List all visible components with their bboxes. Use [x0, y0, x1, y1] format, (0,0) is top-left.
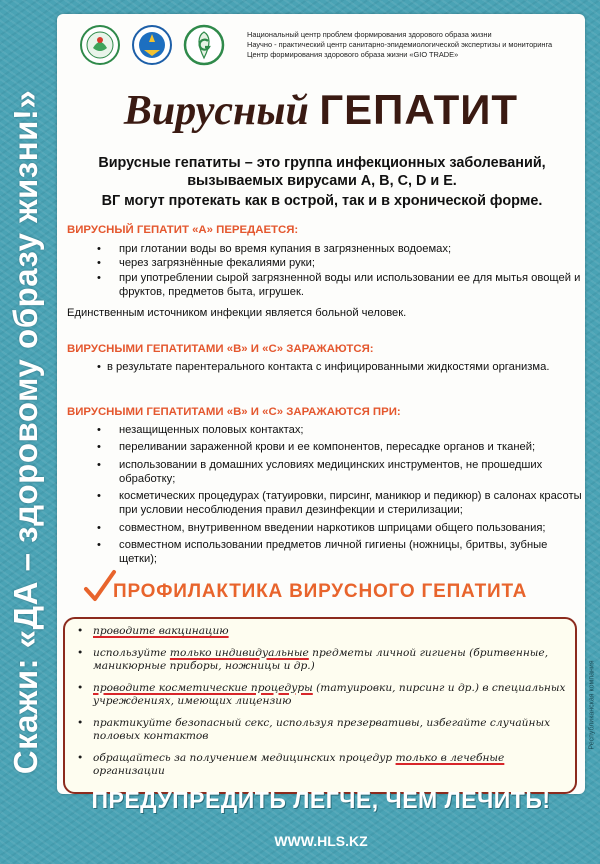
organizations-list [247, 30, 552, 60]
poster-panel [57, 14, 585, 794]
section-bc-risk-list [67, 423, 583, 567]
list-item: • проводите косметические процедуры (татуировки, пирсинг и др.) в специальных учреждениях, имеющих лицензию [73, 682, 569, 709]
list-item: • практикуйте безопасный секс, используя презервативы, избегайте случайных половых контактов [73, 717, 569, 744]
section-a-heading: ВИРУСНЫЙ ГЕПАТИТ «А» ПЕРЕДАЕТСЯ: [67, 224, 299, 236]
slogan: ПРЕДУПРЕДИТЬ ЛЕГЧЕ, ЧЕМ ЛЕЧИТЬ! [91, 787, 551, 813]
website-link[interactable]: WWW.HLS.KZ [274, 833, 368, 849]
organization-line: Национальный центр проблем формирования здорового образа жизни [247, 30, 492, 39]
section-bc-heading: ВИРУСНЫМИ ГЕПАТИТАМИ «В» И «С» ЗАРАЖАЮТСЯ: [67, 343, 374, 355]
page-title [57, 86, 585, 135]
gio-trade-logo-icon [183, 24, 225, 66]
intro-line: Вирусные гепатиты – это группа инфекционных заболеваний, [98, 155, 546, 171]
organization-line: Центр формирования здорового образа жизни «GIO TRADE» [247, 50, 459, 59]
section-bc-list [67, 360, 583, 374]
list-item: • при глотании воды во время купания в загрязненных водоемах; [67, 242, 583, 256]
list-item: • косметических процедурах (татуировки, пирсинг, маникюр и педикюр) в салонах красоты при условии несоблюдения правил дезинфекции и стерилизации; [67, 489, 583, 518]
list-item: • незащищенных половых контактах; [67, 423, 583, 437]
list-item: • переливании зараженной крови и ее компонентов, пересадке органов и тканей; [67, 440, 583, 454]
list-item: • используйте только индивидуальные предметы личной гигиены (бритвенные, маникюрные приборы, ножницы и др.) [73, 647, 569, 674]
section-a-list [67, 242, 583, 299]
list-item: • в результате парентерального контакта с инфицированными жидкостями организма. [67, 360, 583, 374]
intro-line: ВГ могут протекать как в острой, так и в хронической форме. [101, 193, 543, 209]
list-item: • при употреблении сырой загрязненной воды или использовании ее для мытья овощей и фруктов, предметов быта, игрушек. [67, 271, 583, 300]
list-item: • совместном использовании предметов личной гигиены (ножницы, бритвы, зубные щетки); [67, 538, 583, 567]
intro-line: вызываемых вирусами А, В, С, D и Е. [187, 173, 457, 189]
right-credit [586, 560, 598, 850]
sanitary-center-logo-icon [131, 24, 173, 66]
list-item: • обращайтесь за получением медицинских процедур только в лечебные организации [73, 752, 569, 779]
title-part-virus: Вирусный [123, 88, 320, 134]
title-part-hepatitis: ГЕПАТИТ [319, 86, 519, 133]
list-item: • через загрязнённые фекалиями руки; [67, 256, 583, 270]
checkmark-icon [83, 569, 117, 605]
organization-line: Научно - практический центр санитарно-эпидемиологической экспертизы и мониторинга [247, 40, 553, 49]
side-banner [0, 0, 52, 864]
list-item: • совместном, внутривенном введении наркотиков шприцами общего пользования; [67, 521, 583, 535]
list-item: • использовании в домашних условиях медицинских инструментов, не прошедших обработку; [67, 458, 583, 487]
prevention-heading: ПРОФИЛАКТИКА ВИРУСНОГО ГЕПАТИТА [113, 581, 528, 602]
section-a-note: Единственным источником инфекции является больной человек. [67, 307, 407, 319]
prevention-list [73, 625, 569, 787]
section-bc-risk-heading: ВИРУСНЫМИ ГЕПАТИТАМИ «В» И «С» ЗАРАЖАЮТСЯ ПРИ: [67, 406, 401, 418]
side-banner-text: Скажи: «ДА – здоровому образу жизни!» [7, 89, 44, 775]
list-item: • проводите вакцинацию [73, 625, 569, 639]
intro-text [87, 154, 557, 210]
logo-row [79, 24, 225, 66]
health-center-logo-icon [79, 24, 121, 66]
prevention-box [63, 617, 577, 794]
right-credit-text: Республиканская компания [588, 660, 596, 750]
